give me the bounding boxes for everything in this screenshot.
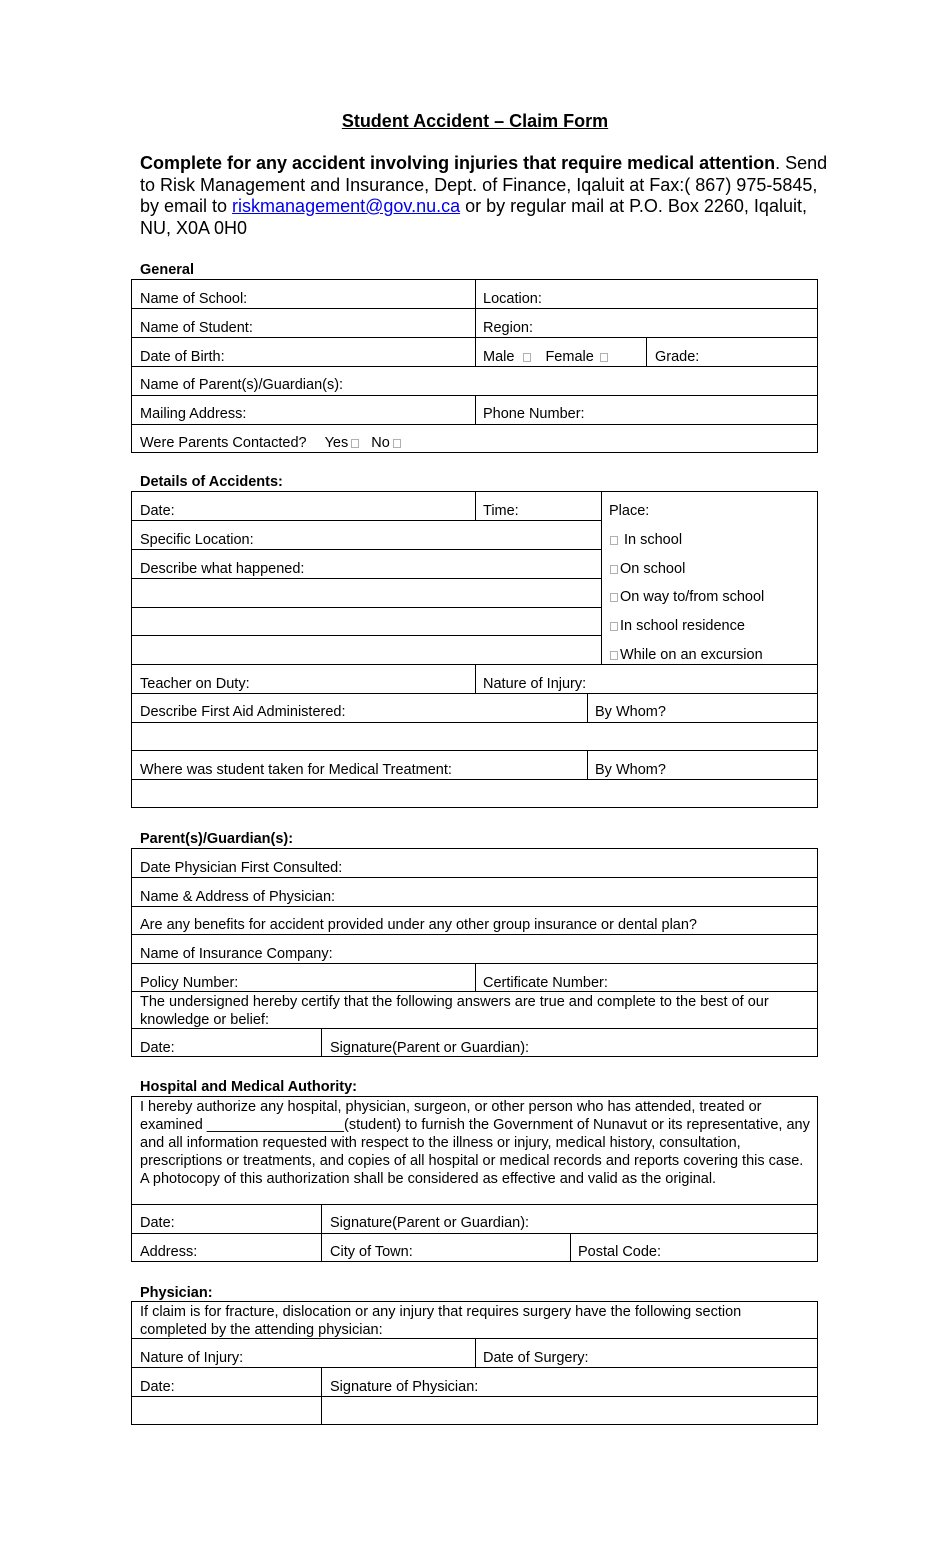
hospital-date-field[interactable]: Date: <box>140 1215 175 1231</box>
physician-heading: Physician: <box>140 1285 213 1301</box>
place-option-label: On way to/from school <box>620 589 765 605</box>
parents-signature-field[interactable]: Signature(Parent or Guardian): <box>330 1040 530 1056</box>
place-checkbox[interactable] <box>610 622 618 631</box>
place-checkbox[interactable] <box>610 593 618 602</box>
parents-heading: Parent(s)/Guardian(s): <box>140 831 294 847</box>
parents-field[interactable]: Name of Parent(s)/Guardian(s): <box>140 377 344 393</box>
physician-date-entry[interactable] <box>140 1406 315 1420</box>
male-checkbox[interactable] <box>523 353 531 362</box>
place-option-excursion <box>607 647 763 663</box>
certificate-number-field[interactable]: Certificate Number: <box>483 975 608 991</box>
female-checkbox[interactable] <box>600 353 608 362</box>
place-label: Place: <box>609 503 650 519</box>
intro-text <box>140 153 830 239</box>
describe-line-2[interactable] <box>140 618 595 632</box>
benefits-field[interactable]: Are any benefits for accident provided under any other group insurance or dental plan? <box>140 917 697 933</box>
location-field[interactable]: Location: <box>483 291 542 307</box>
place-option-label: On school <box>620 561 686 577</box>
hospital-heading: Hospital and Medical Authority: <box>140 1079 357 1095</box>
physician-signature-field[interactable]: Signature of Physician: <box>330 1379 479 1395</box>
hospital-table <box>131 1096 818 1262</box>
region-field[interactable]: Region: <box>483 320 533 336</box>
place-option-in-school <box>607 532 682 548</box>
place-option-way <box>607 589 764 605</box>
no-checkbox[interactable] <box>393 439 401 448</box>
no-label: No <box>371 435 390 451</box>
male-label: Male <box>483 349 515 365</box>
specific-location-field[interactable]: Specific Location: <box>140 532 254 548</box>
intro-line1: Send to Risk Management and Insurance, Dept. of Finance, Iqaluit at Fax:( 867) 975-5845, by email to <box>140 153 828 216</box>
postal-code-field[interactable]: Postal Code: <box>578 1244 662 1260</box>
medical-by-whom-field[interactable]: By Whom? <box>595 762 666 778</box>
certify-statement: The undersigned hereby certify that the following answers are true and complete to the best of our knowledge or belief: <box>140 994 769 1028</box>
parents-contacted-field <box>140 435 404 451</box>
medical-line[interactable] <box>140 790 810 804</box>
place-checkbox[interactable] <box>610 536 618 545</box>
physician-name-field[interactable]: Name & Address of Physician: <box>140 889 336 905</box>
dob-field[interactable]: Date of Birth: <box>140 349 225 365</box>
intro-line2: or by regular mail at P.O. Box 2260, Iqaluit, NU, X0A 0H0 <box>140 196 807 238</box>
general-table <box>131 279 818 453</box>
first-aid-by-whom-field[interactable]: By Whom? <box>595 704 666 720</box>
parents-date-field[interactable]: Date: <box>140 1040 175 1056</box>
contacted-label: Were Parents Contacted? <box>140 435 307 451</box>
teacher-field[interactable]: Teacher on Duty: <box>140 676 250 692</box>
medical-treatment-field[interactable]: Where was student taken for Medical Treatment: <box>140 762 452 778</box>
policy-number-field[interactable]: Policy Number: <box>140 975 239 991</box>
first-aid-field[interactable]: Describe First Aid Administered: <box>140 704 346 720</box>
place-checkbox[interactable] <box>610 651 618 660</box>
describe-line-3[interactable] <box>140 647 595 661</box>
details-table <box>131 491 818 808</box>
place-option-residence <box>607 618 745 634</box>
physician-table <box>131 1301 818 1425</box>
form-title: Student Accident – Claim Form <box>341 111 609 131</box>
insurance-company-field[interactable]: Name of Insurance Company: <box>140 946 333 962</box>
first-aid-line[interactable] <box>140 733 810 747</box>
email-link[interactable]: riskmanagement@gov.nu.ca <box>232 196 461 216</box>
intro-bold: Complete for any accident involving injuries that require medical attention <box>140 153 776 173</box>
mailing-field[interactable]: Mailing Address: <box>140 406 247 422</box>
address-field[interactable]: Address: <box>140 1244 198 1260</box>
surgery-date-field[interactable]: Date of Surgery: <box>483 1350 589 1366</box>
place-option-label: While on an excursion <box>620 647 763 663</box>
student-field[interactable]: Name of Student: <box>140 320 253 336</box>
yes-label: Yes <box>324 435 349 451</box>
authorization-statement: I hereby authorize any hospital, physician, surgeon, or other person who has attended, treated or examined _________________(student) to furnish the Government of Nunavut or its representative, any and all information requested with respect to the illness or injury, medical history, consultation, prescriptions or treatments, and copies of all hospital or medical records and reports covering this case. A photocopy of this authorization shall be considered as effective and valid as the original. <box>140 1099 810 1187</box>
physician-instructions: If claim is for fracture, dislocation or any injury that requires surgery have the following section completed by the attending physician: <box>140 1304 742 1338</box>
place-checkbox[interactable] <box>610 565 618 574</box>
place-option-label: In school residence <box>620 618 745 634</box>
phone-field[interactable]: Phone Number: <box>483 406 585 422</box>
general-heading: General <box>140 262 194 278</box>
describe-field[interactable]: Describe what happened: <box>140 561 305 577</box>
grade-field[interactable]: Grade: <box>655 349 700 365</box>
city-field[interactable]: City of Town: <box>330 1244 413 1260</box>
female-label: Female <box>545 349 594 365</box>
details-heading: Details of Accidents: <box>140 474 283 490</box>
physician-consulted-field[interactable]: Date Physician First Consulted: <box>140 860 343 876</box>
hospital-signature-field[interactable]: Signature(Parent or Guardian): <box>330 1215 530 1231</box>
intro-period: . <box>775 153 781 173</box>
describe-line-1[interactable] <box>140 590 595 604</box>
physician-date-field[interactable]: Date: <box>140 1379 175 1395</box>
accident-date-field[interactable]: Date: <box>140 503 175 519</box>
yes-checkbox[interactable] <box>351 439 359 448</box>
place-option-label: In school <box>624 532 683 548</box>
physician-signature-entry[interactable] <box>330 1406 810 1420</box>
place-option-on-school <box>607 561 685 577</box>
accident-time-field[interactable]: Time: <box>483 503 519 519</box>
physician-nature-field[interactable]: Nature of Injury: <box>140 1350 244 1366</box>
parents-table <box>131 848 818 1057</box>
school-field[interactable]: Name of School: <box>140 291 248 307</box>
nature-field[interactable]: Nature of Injury: <box>483 676 587 692</box>
gender-field <box>483 349 611 365</box>
